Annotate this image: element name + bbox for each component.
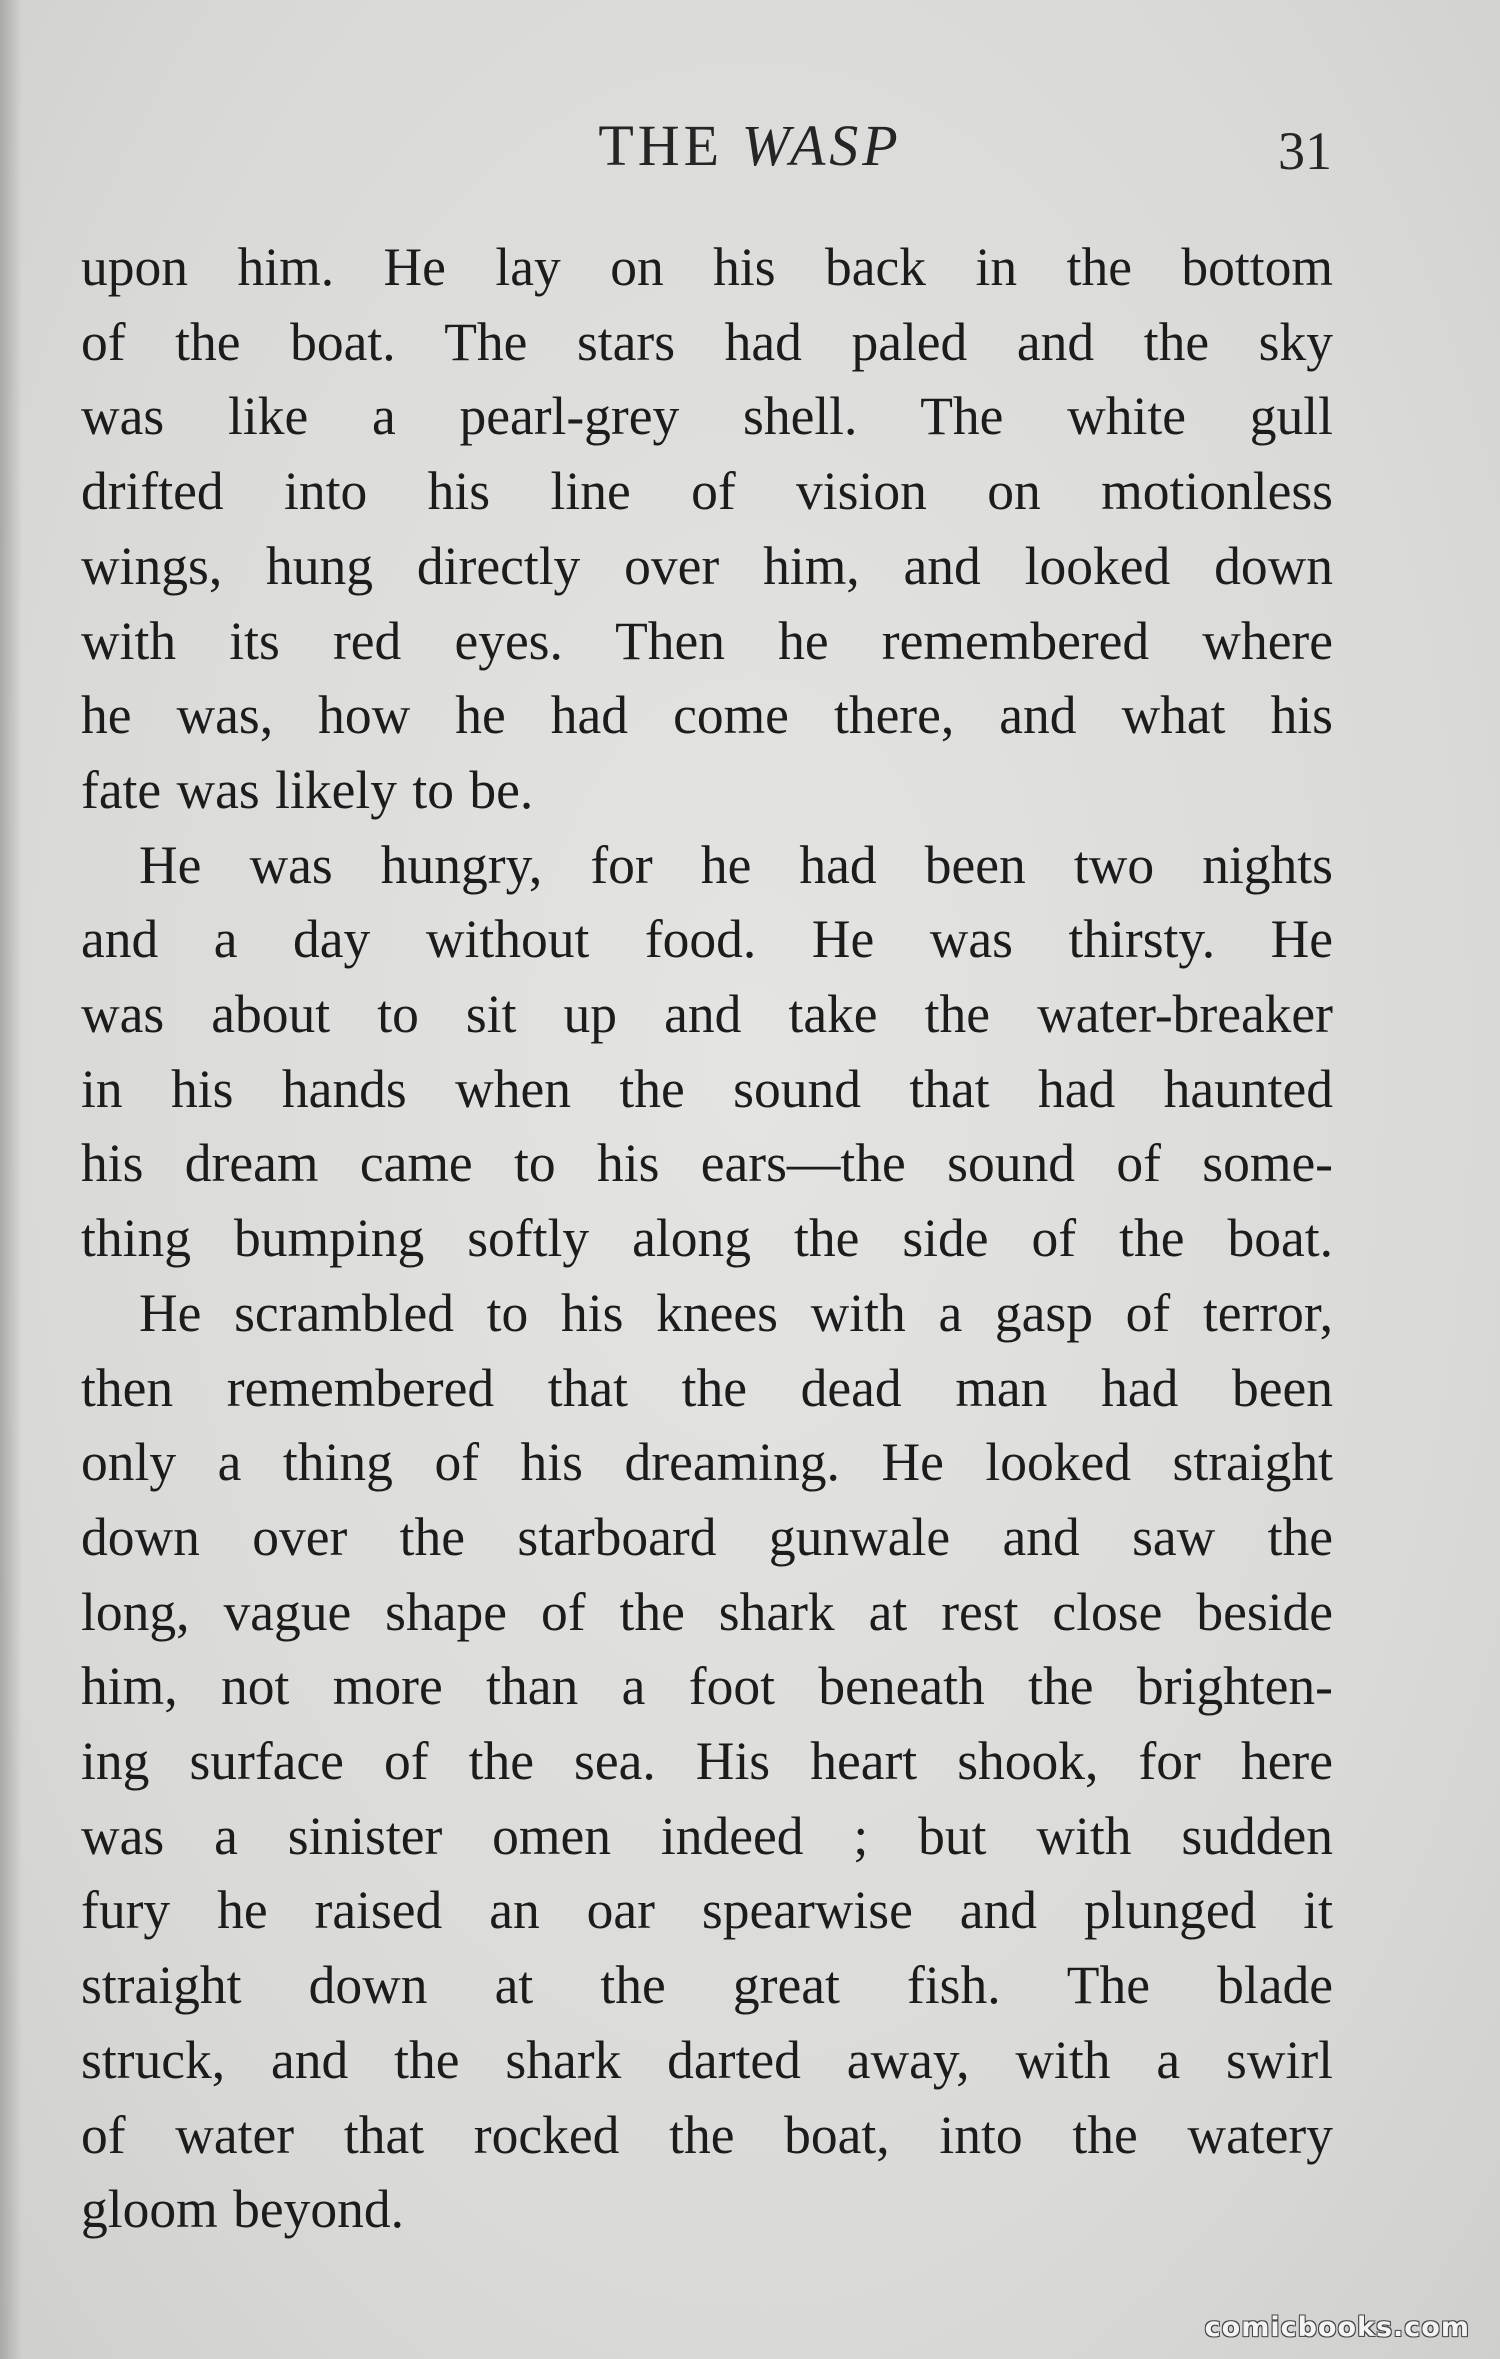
paragraph-2 <box>81 828 1333 1276</box>
running-title-italic: WASP <box>741 113 902 178</box>
text-line: fury he raised an oar spearwise and plunged it <box>81 1880 1333 1941</box>
text-line: gloom beyond. <box>81 2179 404 2240</box>
page-number: 31 <box>1278 121 1332 181</box>
text-line: long, vague shape of the shark at rest close beside <box>81 1581 1333 1642</box>
text-line: was a sinister omen indeed ; but with sudden <box>81 1805 1333 1866</box>
paragraph-3 <box>81 1276 1333 2247</box>
text-line: thing bumping softly along the side of the boat. <box>81 1208 1333 1269</box>
text-line: of the boat. The stars had paled and the sky <box>81 311 1333 372</box>
text-line: drifted into his line of vision on motionless <box>81 461 1333 522</box>
text-line: only a thing of his dreaming. He looked straight <box>81 1432 1333 1493</box>
text-line: straight down at the great fish. The blade <box>81 1955 1333 2016</box>
text-line: his dream came to his ears—the sound of some- <box>81 1133 1333 1194</box>
page-header <box>0 108 1500 188</box>
running-title-prefix: THE <box>598 113 724 178</box>
text-line: then remembered that the dead man had been <box>81 1357 1333 1418</box>
text-line: and a day without food. He was thirsty. He <box>81 909 1333 970</box>
body-text <box>81 230 1333 2247</box>
text-line: struck, and the shark darted away, with a swirl <box>81 2029 1333 2090</box>
text-line: in his hands when the sound that had haunted <box>81 1058 1333 1119</box>
text-line: upon him. He lay on his back in the bottom <box>81 237 1333 297</box>
text-line: down over the starboard gunwale and saw the <box>81 1506 1333 1567</box>
watermark: comicbooks.com <box>1204 2312 1470 2343</box>
text-line: was about to sit up and take the water-breaker <box>81 984 1333 1045</box>
text-line: with its red eyes. Then he remembered where <box>81 610 1333 671</box>
paragraph-1 <box>81 230 1333 828</box>
text-line: of water that rocked the boat, into the watery <box>81 2104 1333 2165</box>
text-line: ing surface of the sea. His heart shook, for here <box>81 1731 1333 1792</box>
text-line: He scrambled to his knees with a gasp of terror, <box>139 1282 1333 1343</box>
text-line: was like a pearl-grey shell. The white gull <box>81 386 1333 447</box>
text-line: he was, how he had come there, and what his <box>81 685 1333 746</box>
running-title <box>0 112 1500 179</box>
text-line: He was hungry, for he had been two nights <box>139 834 1333 895</box>
text-line: wings, hung directly over him, and looked down <box>81 535 1333 596</box>
text-line: fate was likely to be. <box>81 759 534 820</box>
text-line: him, not more than a foot beneath the brighten- <box>81 1656 1333 1717</box>
